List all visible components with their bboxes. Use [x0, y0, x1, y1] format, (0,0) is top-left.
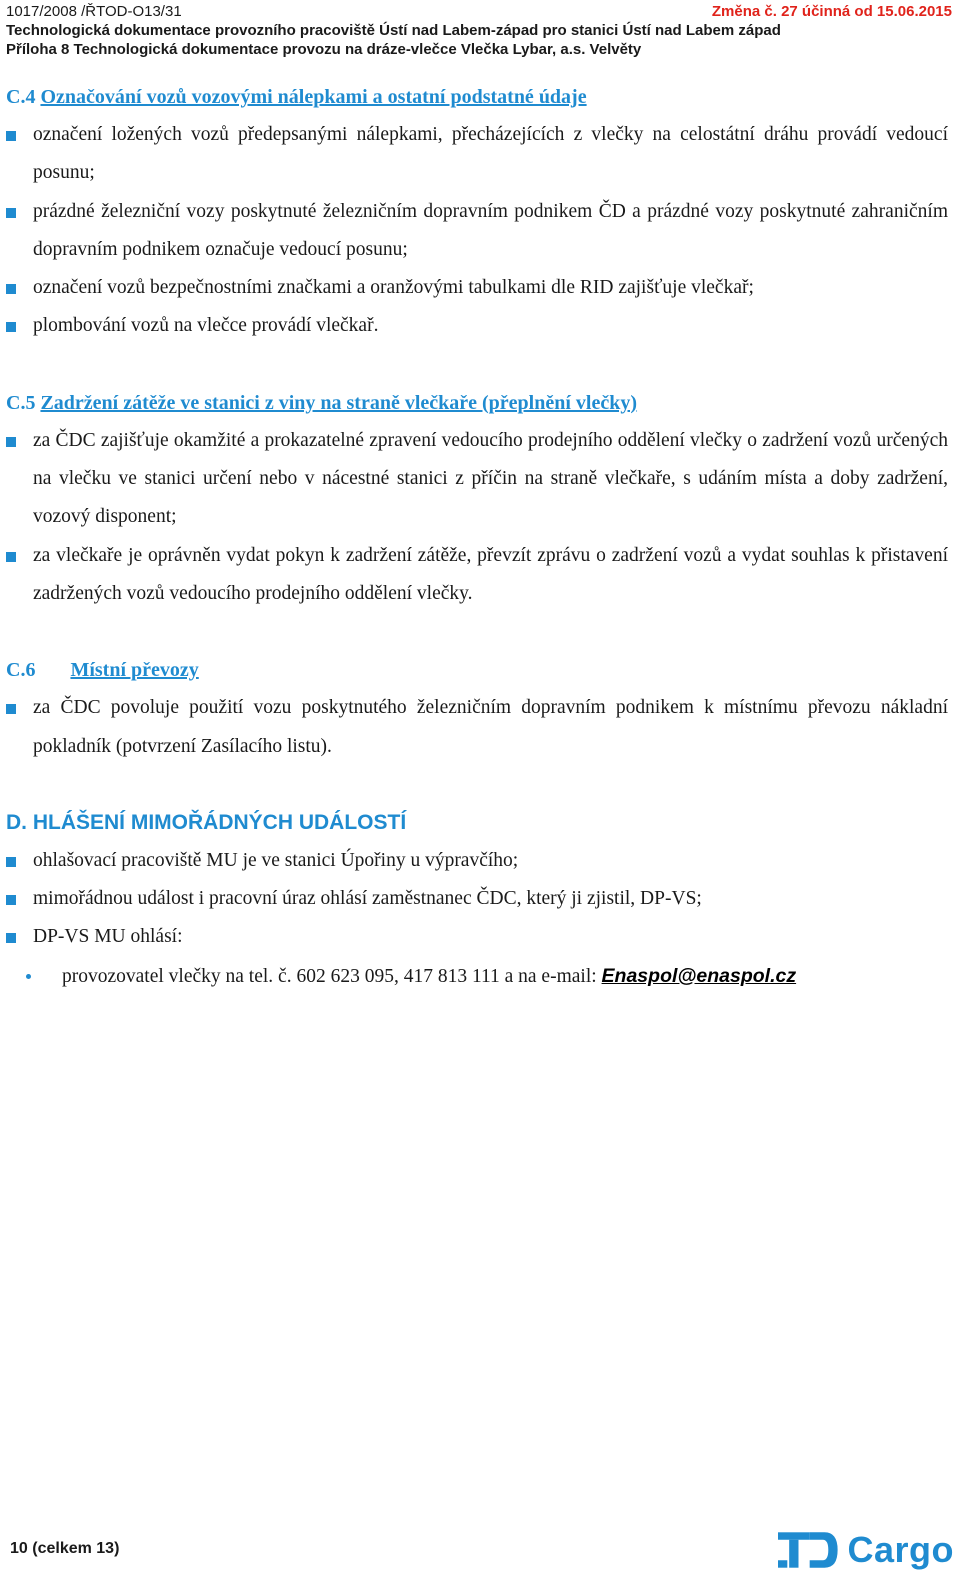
list-item: mimořádnou událost i pracovní úraz ohlásí zaměstnanec ČDC, který ji zjistil, DP-VS; [6, 880, 948, 918]
list-item: ohlašovací pracoviště MU je ve stanici Úpořiny u výpravčího; [6, 842, 948, 880]
section-title: Označování vozů vozovými nálepkami a ostatní podstatné údaje [40, 86, 587, 108]
square-bullet-icon [6, 857, 16, 867]
section-c4-heading [6, 78, 948, 116]
section-title: Místní převozy [70, 659, 199, 682]
square-bullet-icon [6, 131, 16, 141]
header-line-2: Technologická dokumentace provozního pracoviště Ústí nad Labem-západ pro stanici Ústí nad Labem západ [6, 22, 781, 39]
square-bullet-icon [6, 437, 16, 447]
square-bullet-icon [6, 895, 16, 905]
square-bullet-icon [6, 284, 16, 294]
section-title: Zadržení zátěže ve stanici z viny na straně vlečkaře (přeplnění vlečky) [40, 391, 638, 414]
sub-list-item [6, 957, 948, 996]
cd-logo-icon [778, 1531, 839, 1569]
section-c6-heading [6, 651, 948, 689]
contact-text: provozovatel vlečky na tel. č. 602 623 095, 417 813 111 a na e-mail: [62, 965, 602, 987]
list-item: DP-VS MU ohlásí: [6, 918, 948, 956]
list-item: za ČDC zajišťuje okamžité a prokazatelné zpravení vedoucího prodejního oddělení vlečky o zadržení vozů určených na vlečku ve stanici určení nebo v nácestné stanici z příčin na straně vlečkaře, s udáním místa a doby zadržení, vozový disponent; [6, 422, 948, 537]
section-c4-list [6, 116, 948, 346]
email-link[interactable]: Enaspol@enaspol.cz [601, 964, 797, 987]
list-item: označení ložených vozů předepsanými nálepkami, přecházejících z vlečky na celostátní dráhu provádí vedoucí posunu; [6, 116, 948, 193]
header-row [6, 2, 952, 21]
section-c5-heading [6, 384, 948, 422]
document-body [6, 78, 948, 996]
page-number: 10 (celkem 13) [10, 1540, 120, 1557]
square-bullet-icon [6, 208, 16, 218]
section-d-list [6, 842, 948, 957]
square-bullet-icon [6, 704, 16, 714]
section-c6-list [6, 689, 948, 766]
square-bullet-icon [6, 322, 16, 332]
header-line-3: Příloha 8 Technologická dokumentace provozu na dráze-vlečce Vlečka Lybar, a.s. Velvěty [6, 41, 642, 58]
section-number: C.5 [6, 391, 36, 414]
list-item: za ČDC povoluje použití vozu poskytnutého železničním dopravním podnikem k místnímu převozu nákladní pokladník (potvrzení Zasílacího listu). [6, 689, 948, 766]
list-item: prázdné železniční vozy poskytnuté železničním dopravním podnikem ČD a prázdné vozy poskytnuté zahraničním dopravním podnikem označuje vedoucí posunu; [6, 193, 948, 270]
section-number: C.6 [6, 659, 36, 682]
change-note: Změna č. 27 účinná od 15.06.2015 [711, 3, 952, 20]
list-item: plombování vozů na vlečce provádí vlečkař. [6, 307, 948, 345]
section-d-heading: D. HLÁŠENÍ MIMOŘÁDNÝCH UDÁLOSTÍ [6, 810, 407, 834]
doc-id: 1017/2008 /ŘTOD-O13/31 [6, 3, 182, 20]
section-number: C.4 [6, 86, 36, 108]
list-item: označení vozů bezpečnostními značkami a oranžovými tabulkami dle RID zajišťuje vlečkař; [6, 269, 948, 307]
square-bullet-icon [6, 552, 16, 562]
cargo-logo [778, 1530, 954, 1570]
list-item: za vlečkaře je oprávněn vydat pokyn k zadržení zátěže, převzít zprávu o zadržení vozů a vydat souhlas k přistavení zadržených vozů vedoucího prodejního oddělení vlečky. [6, 537, 948, 614]
section-c5-list [6, 422, 948, 613]
round-bullet-icon [26, 974, 31, 979]
logo-text: Cargo [847, 1529, 954, 1570]
square-bullet-icon [6, 933, 16, 943]
